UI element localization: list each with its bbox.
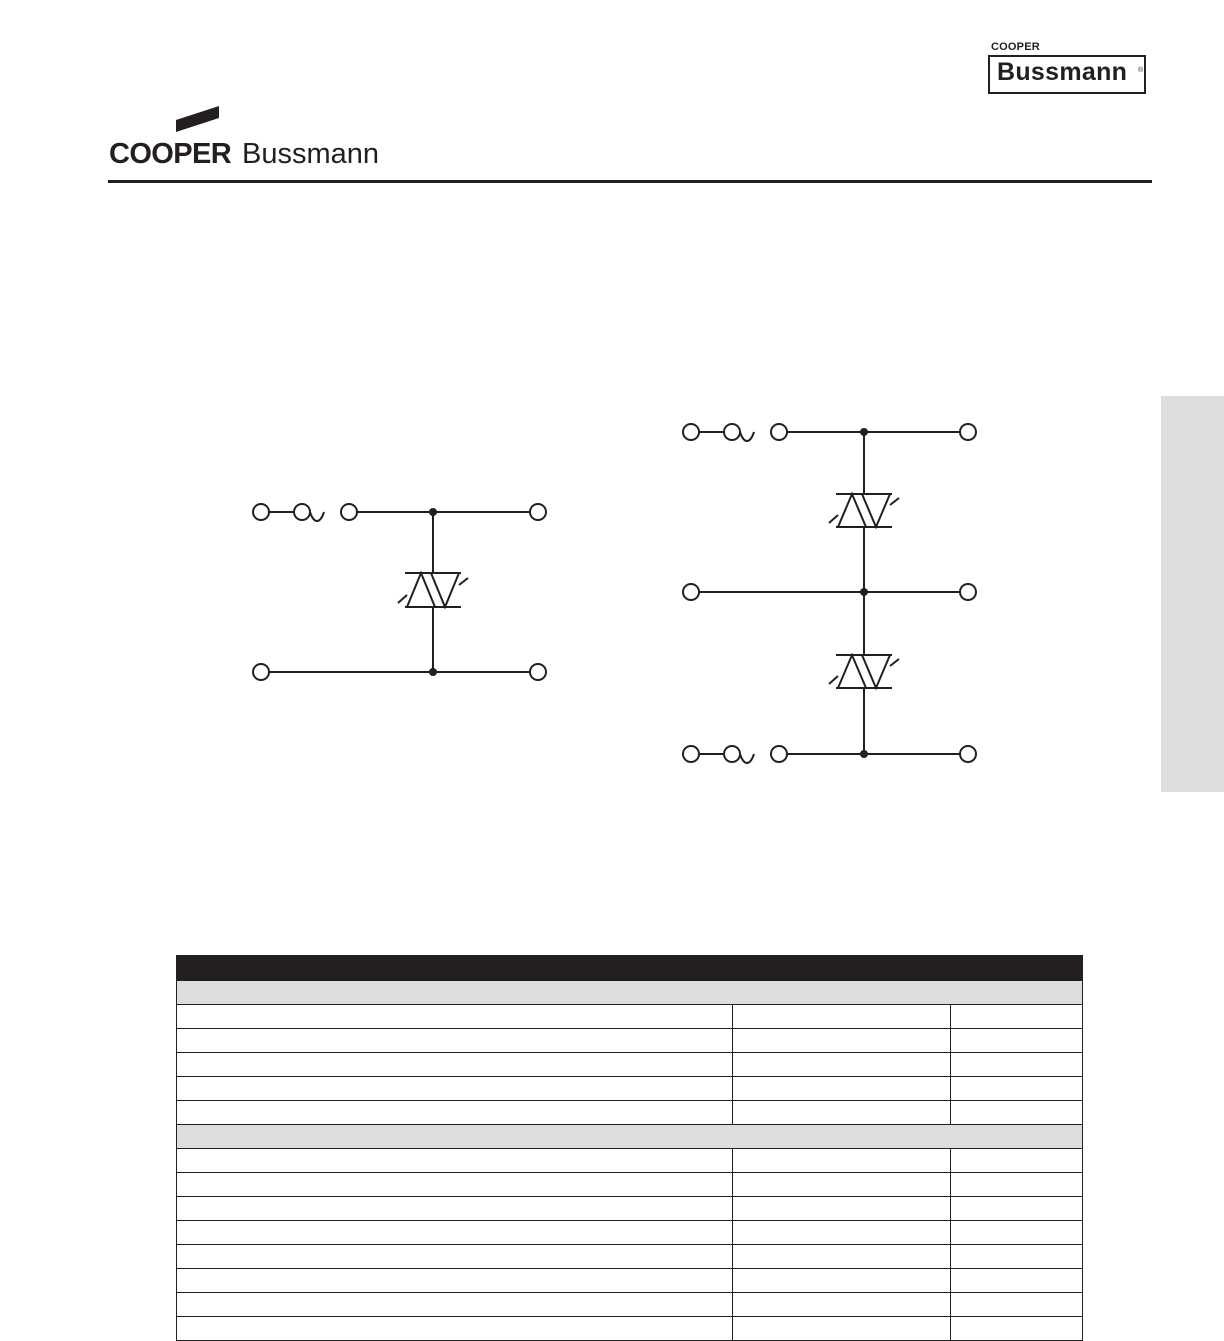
header-rule	[108, 180, 1152, 183]
table-cell	[177, 1293, 733, 1317]
table-row	[177, 1029, 1083, 1053]
table-cell	[177, 1221, 733, 1245]
box-logo-cooper-text: COOPER	[991, 41, 1040, 53]
table-row	[177, 1245, 1083, 1269]
table-cell	[951, 1269, 1083, 1293]
table-cell	[177, 1173, 733, 1197]
table-cell	[733, 1269, 951, 1293]
table-cell	[733, 1077, 951, 1101]
box-logo-bussmann-text: Bussmann	[997, 58, 1128, 86]
table-header-row	[177, 956, 1083, 981]
table-cell	[733, 1053, 951, 1077]
table-row	[177, 1053, 1083, 1077]
table-cell	[177, 1269, 733, 1293]
table-section-title	[177, 981, 1083, 1005]
table-cell	[177, 1317, 733, 1341]
tvs-diode-icon	[398, 573, 468, 607]
fuse-icon	[724, 746, 787, 763]
table-cell	[951, 1053, 1083, 1077]
brand-bussmann-text: Bussmann	[242, 138, 380, 170]
table-cell	[177, 1197, 733, 1221]
table-section-title	[177, 1125, 1083, 1149]
junction-dot-icon	[860, 750, 868, 758]
table-section-row	[177, 1125, 1083, 1149]
table-cell	[951, 1173, 1083, 1197]
table-row	[177, 1197, 1083, 1221]
table-cell	[951, 1293, 1083, 1317]
table-cell	[177, 1005, 733, 1029]
side-tab	[1161, 396, 1224, 792]
box-logo-registered-mark: ®	[1138, 67, 1144, 74]
table-cell	[733, 1101, 951, 1125]
table-cell	[733, 1173, 951, 1197]
table-row	[177, 1317, 1083, 1341]
cooper-logo-mark-icon	[176, 106, 220, 140]
table-cell	[733, 1245, 951, 1269]
terminal-icon	[683, 746, 699, 762]
table-cell	[177, 1101, 733, 1125]
spec-table	[176, 955, 1083, 1341]
table-cell	[951, 1221, 1083, 1245]
schematic-single-line	[240, 490, 560, 690]
table-row	[177, 1149, 1083, 1173]
fuse-icon	[724, 424, 787, 441]
schematic-dual-line	[670, 410, 990, 770]
terminal-icon	[960, 424, 976, 440]
table-cell	[177, 1077, 733, 1101]
table-cell	[733, 1197, 951, 1221]
terminal-icon	[683, 424, 699, 440]
table-cell	[951, 1197, 1083, 1221]
tvs-diode-icon	[829, 494, 899, 527]
terminal-icon	[960, 746, 976, 762]
terminal-icon	[530, 664, 546, 680]
brand-cooper-text: COOPER	[109, 138, 232, 170]
table-cell	[951, 1029, 1083, 1053]
terminal-icon	[530, 504, 546, 520]
table-row	[177, 1221, 1083, 1245]
table-cell	[177, 1245, 733, 1269]
table-cell	[733, 1221, 951, 1245]
table-cell	[951, 1005, 1083, 1029]
table-cell	[733, 1293, 951, 1317]
table-cell	[733, 1029, 951, 1053]
terminal-icon	[683, 584, 699, 600]
terminal-icon	[253, 504, 269, 520]
table-cell	[733, 1005, 951, 1029]
table-cell	[951, 1149, 1083, 1173]
table-cell	[733, 1149, 951, 1173]
table-cell	[951, 1317, 1083, 1341]
table-row	[177, 1293, 1083, 1317]
terminal-icon	[253, 664, 269, 680]
table-header-cell	[177, 956, 1083, 981]
table-cell	[951, 1245, 1083, 1269]
table-row	[177, 1173, 1083, 1197]
table-row	[177, 1077, 1083, 1101]
table-row	[177, 1269, 1083, 1293]
table-cell	[733, 1317, 951, 1341]
fuse-icon	[294, 504, 357, 521]
table-cell	[177, 1029, 733, 1053]
terminal-icon	[960, 584, 976, 600]
table-cell	[177, 1149, 733, 1173]
table-section-row	[177, 981, 1083, 1005]
table-cell	[951, 1101, 1083, 1125]
tvs-diode-icon	[829, 655, 899, 688]
table-row	[177, 1101, 1083, 1125]
table-cell	[177, 1053, 733, 1077]
table-cell	[951, 1077, 1083, 1101]
table-row	[177, 1005, 1083, 1029]
